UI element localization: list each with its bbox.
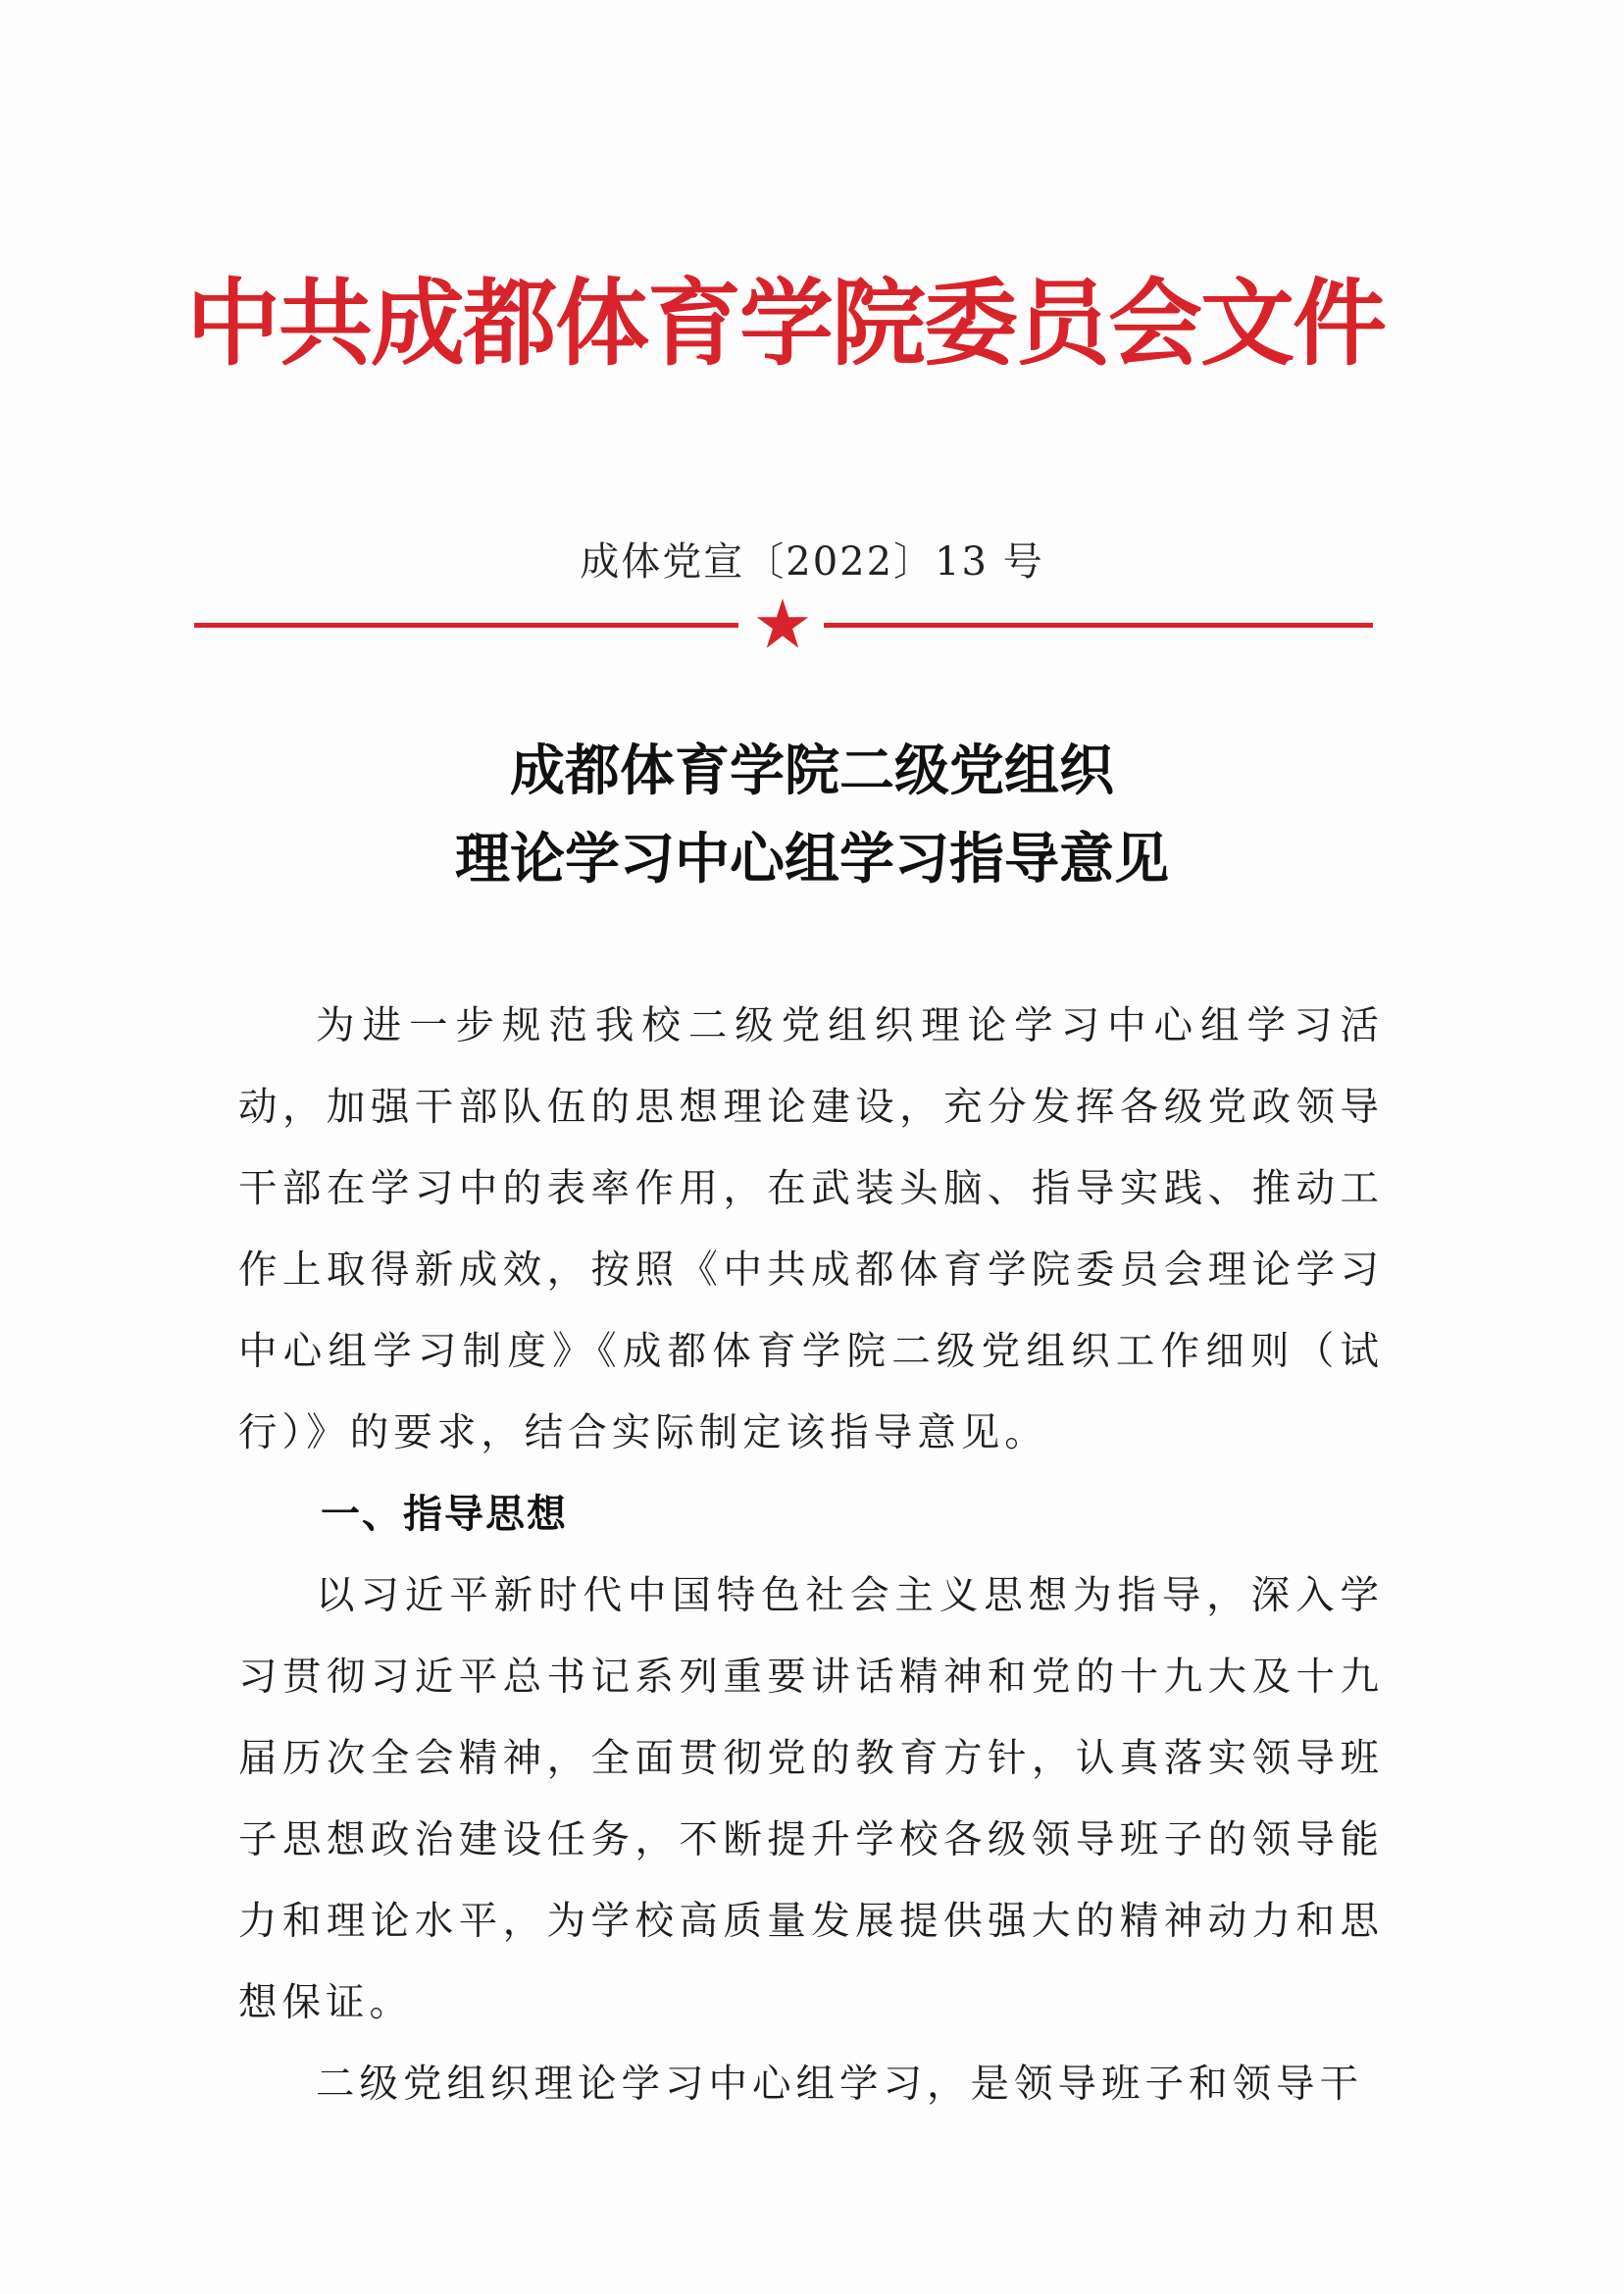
section1-paragraph-2: 二级党组织理论学习中心组学习，是领导班子和领导干 <box>316 2062 1363 2107</box>
section-heading-guiding-ideology: 一、指导思想 <box>321 1492 568 1537</box>
document-body <box>238 986 1384 2125</box>
document-title-line1: 成都体育学院二级党组织 <box>510 739 1114 803</box>
red-rule-left <box>194 623 738 628</box>
intro-paragraph: 为进一步规范我校二级党组织理论学习中心组学习活动，加强干部队伍的思想理论建设，充分发挥各级党政领导干部在学习中的表率作用，在武装头脑、指导实践、推动工作上取得新成效，按照《中共成都体育学院委员会理论学习中心组学习制度》《成都体育学院二级党组织工作细则（试行）》的要求，结合实际制定该指导意见。 <box>238 1003 1384 1455</box>
red-rule-right <box>824 623 1373 628</box>
document-title <box>0 728 1624 904</box>
document-number: 成体党宣〔2022〕13 号 <box>580 539 1044 585</box>
issuer-header: 中共成都体育学院委员会文件 <box>186 268 1385 379</box>
red-star-icon <box>755 596 810 651</box>
document-title-line2: 理论学习中心组学习指导意见 <box>455 828 1169 892</box>
section1-paragraph-1: 以习近平新时代中国特色社会主义思想为指导，深入学习贯彻习近平总书记系列重要讲话精神和党的十九大及十九届历次全会精神，全面贯彻党的教育方针，认真落实领导班子思想政治建设任务，不断提升学校各级领导班子的领导能力和理论水平，为学校高质量发展提供强大的精神动力和思想保证。 <box>238 1573 1384 2025</box>
